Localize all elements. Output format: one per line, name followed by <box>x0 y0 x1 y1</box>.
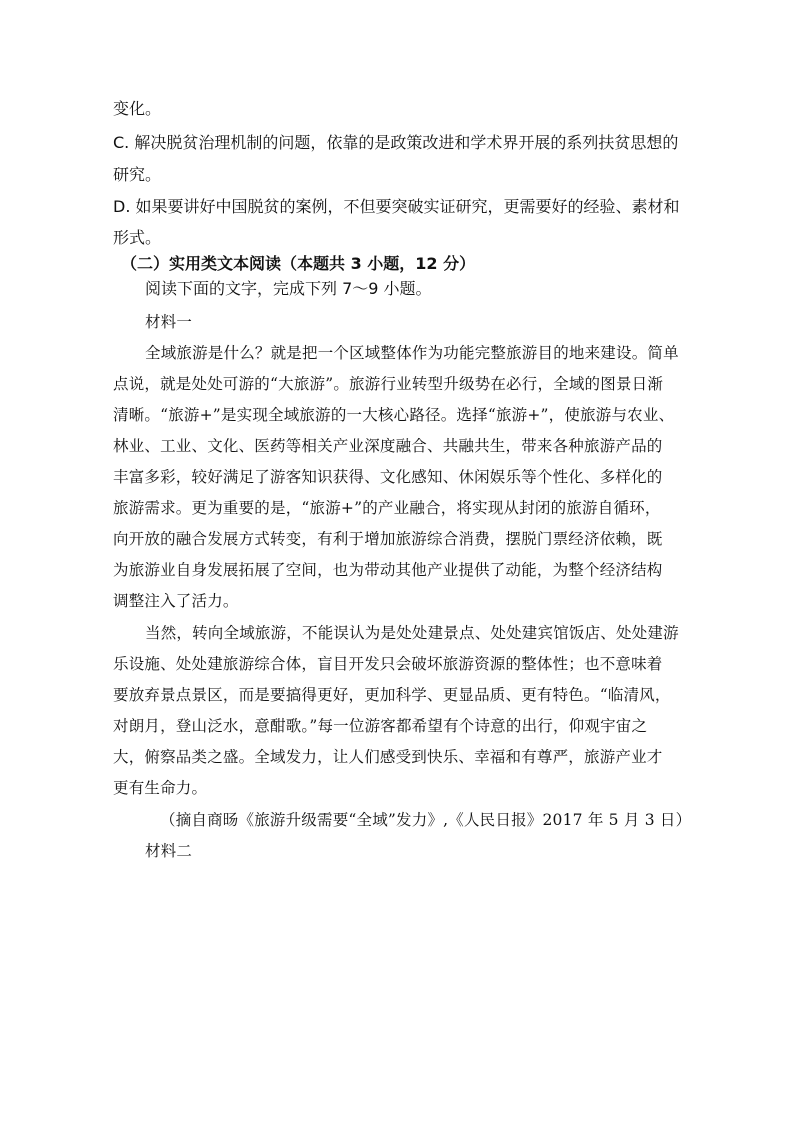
material-1-p1-line: 为旅游业自身发展拓展了空间，也为带动其他产业提供了动能，为整个经济结构 <box>113 561 663 579</box>
option-d-line-1: D. 如果要讲好中国脱贫的案例，不但要突破实证研究，更需要好的经验、素材和 <box>113 197 680 216</box>
material-1-p2-line: 更有生命力。 <box>113 779 208 797</box>
option-d-line-2: 形式。 <box>113 228 162 247</box>
material-1-p2-line: 要放弃景点景区，而是要搞得更好，更加科学、更显品质、更有特色。“临清风， <box>113 686 671 704</box>
material-1-p1-line: 旅游需求。更为重要的是，“旅游+”的产业融合，将实现从封闭的旅游自循环， <box>113 499 661 517</box>
material-1-p1-line: 点说，就是处处可游的“大旅游”。旅游行业转型升级势在必行，全域的图景日渐 <box>113 375 664 393</box>
option-b-continuation: 变化。 <box>113 99 162 118</box>
option-c-line-1: C. 解决脱贫治理机制的问题，依靠的是政策改进和学术界开展的系列扶贫思想的 <box>113 133 679 152</box>
section-heading: （二）实用类文本阅读（本题共 3 小题，12 分） <box>121 254 476 273</box>
material-1-p2-line: 对朗月，登山泛水，意酣歌。”每一位游客都希望有个诗意的出行，仰观宇宙之 <box>113 717 648 735</box>
material-1-p1-line: 全域旅游是什么？就是把一个区域整体作为功能完整旅游目的地来建设。简单 <box>145 344 679 362</box>
material-1-p2-line: 当然，转向全域旅游，不能误认为是处处建景点、处处建宾馆饭店、处处建游 <box>145 624 679 642</box>
material-1-p2-line: 大，俯察品类之盛。全域发力，让人们感受到快乐、幸福和有尊严，旅游产业才 <box>113 748 663 766</box>
material-2-label: 材料二 <box>145 842 193 860</box>
material-1-p1-line: 调整注入了活力。 <box>113 592 239 610</box>
material-1-p1-line: 丰富多彩，较好满足了游客知识获得、文化感知、休闲娱乐等个性化、多样化的 <box>113 468 663 486</box>
material-1-p2-line: 乐设施、处处建旅游综合体，盲目开发只会破坏旅游资源的整体性；也不意味着 <box>113 655 663 673</box>
material-1-p1-line: 向开放的融合发展方式转变，有利于增加旅游综合消费，摆脱门票经济依赖，既 <box>113 530 663 548</box>
material-1-p1-line: 清晰。“旅游+”是实现全域旅游的一大核心路径。选择“旅游+”，使旅游与农业、 <box>113 406 675 424</box>
option-c-line-2: 研究。 <box>113 165 162 184</box>
section-instruction: 阅读下面的文字，完成下列 7～9 小题。 <box>145 279 432 298</box>
material-1-source: （摘自商旸《旅游升级需要“全域”发力》,《人民日报》2017 年 5 月 3 日） <box>160 811 692 829</box>
material-1-label: 材料一 <box>145 313 193 331</box>
material-1-p1-line: 林业、工业、文化、医药等相关产业深度融合、共融共生，带来各种旅游产品的 <box>113 437 663 455</box>
